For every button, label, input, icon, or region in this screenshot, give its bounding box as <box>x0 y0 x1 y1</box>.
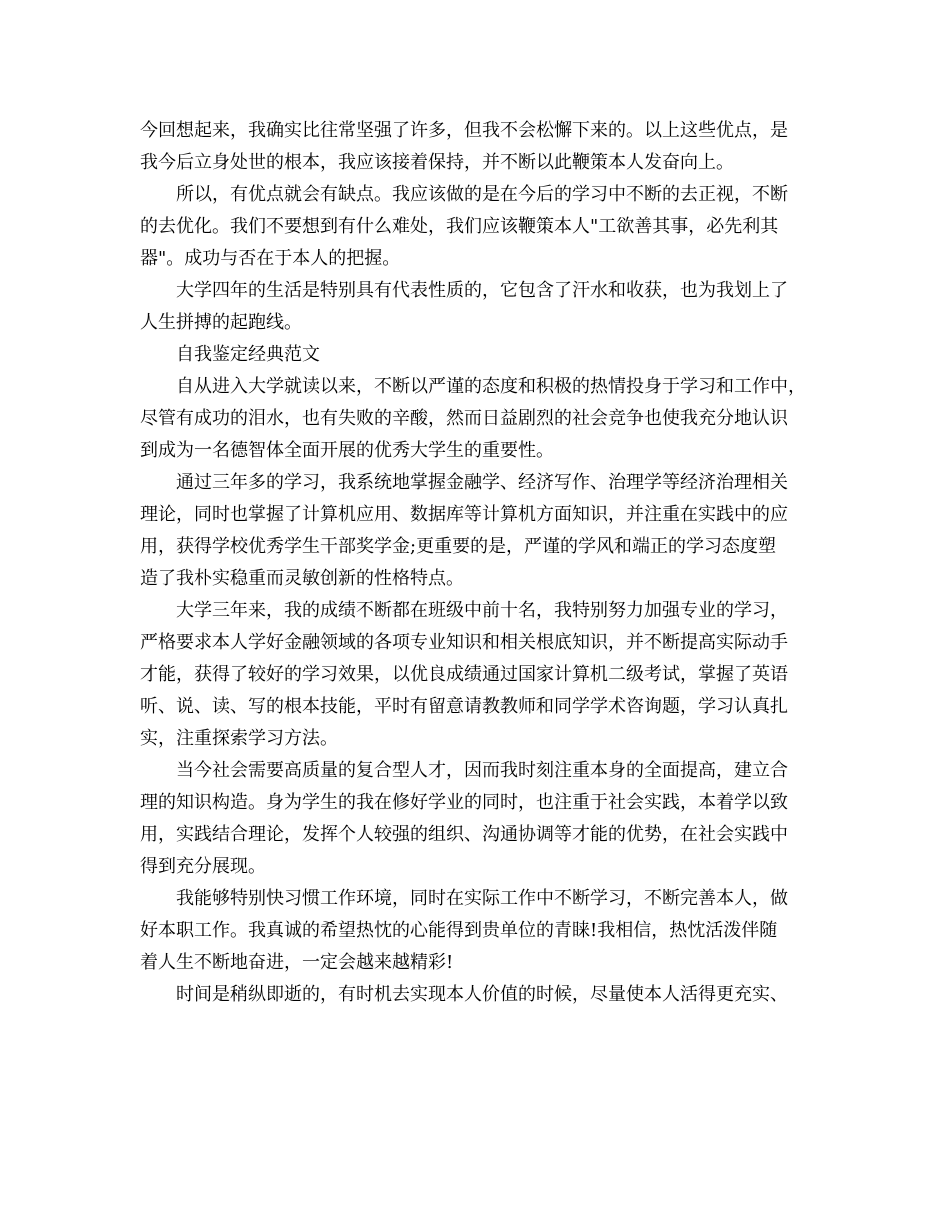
text-line: 用，获得学校优秀学生干部奖学金;更重要的是，严谨的学风和端正的学习态度塑 <box>140 536 777 557</box>
text-line: 自从进入大学就读以来，不断以严谨的态度和积极的热情投身于学习和工作中， <box>176 376 806 397</box>
text-line: 我今后立身处世的根本，我应该接着保持，并不断以此鞭策本人发奋向上。 <box>140 152 734 173</box>
text-line: 当今社会需要高质量的复合型人才，因而我时刻注重本身的全面提高，建立合 <box>176 760 788 781</box>
text-line: 人生拼搏的起跑线。 <box>140 312 302 333</box>
text-line: 大学四年的生活是特别具有代表性质的，它包含了汗水和收获，也为我划上了 <box>176 280 788 301</box>
text-line: 通过三年多的学习，我系统地掌握金融学、经济写作、治理学等经济治理相关 <box>176 472 788 493</box>
paragraph-6 <box>140 467 812 595</box>
text-line: 尽管有成功的泪水，也有失败的辛酸，然而日益剧烈的社会竞争也使我充分地认识 <box>140 408 788 429</box>
paragraph-1 <box>140 115 812 179</box>
text-line: 实，注重探索学习方法。 <box>140 728 338 749</box>
text-line: 到成为一名德智体全面开展的优秀大学生的重要性。 <box>140 440 554 461</box>
heading-text: 自我鉴定经典范文 <box>176 344 320 365</box>
text-line: 时间是稍纵即逝的，有时机去实现本人价值的时候，尽量使本人活得更充实、 <box>176 984 788 1005</box>
text-line: 用，实践结合理论，发挥个人较强的组织、沟通协调等才能的优势，在社会实践中 <box>140 824 788 845</box>
paragraph-9 <box>140 883 812 979</box>
text-line: 的去优化。我们不要想到有什么难处，我们应该鞭策本人"工欲善其事，必先利其 <box>140 216 779 237</box>
paragraph-8 <box>140 755 812 883</box>
text-line: 好本职工作。我真诚的希望热忱的心能得到贵单位的青睐!我相信，热忱活泼伴随 <box>140 920 778 941</box>
paragraph-2 <box>140 179 812 275</box>
section-heading <box>140 339 812 371</box>
text-line: 严格要求本人学好金融领域的各项专业知识和相关根底知识，并不断提高实际动手 <box>140 632 788 653</box>
text-line: 大学三年来，我的成绩不断都在班级中前十名，我特别努力加强专业的学习， <box>176 600 788 621</box>
paragraph-5 <box>140 371 812 467</box>
text-line: 我能够特别快习惯工作环境，同时在实际工作中不断学习，不断完善本人，做 <box>176 888 788 909</box>
text-line: 理论，同时也掌握了计算机应用、数据库等计算机方面知识，并注重在实践中的应 <box>140 504 788 525</box>
text-line: 造了我朴实稳重而灵敏创新的性格特点。 <box>140 568 464 589</box>
text-line: 得到充分展现。 <box>140 856 266 877</box>
text-line: 听、说、读、写的根本技能，平时有留意请教教师和同学学术咨询题，学习认真扎 <box>140 696 788 717</box>
paragraph-10 <box>140 979 812 1011</box>
text-line: 所以，有优点就会有缺点。我应该做的是在今后的学习中不断的去正视，不断 <box>176 184 788 205</box>
paragraph-7 <box>140 595 812 755</box>
text-line: 着人生不断地奋进，一定会越来越精彩! <box>140 952 454 973</box>
paragraph-3 <box>140 275 812 339</box>
text-line: 器"。成功与否在于本人的把握。 <box>140 248 401 269</box>
document-body <box>140 115 812 1011</box>
text-line: 理的知识构造。身为学生的我在修好学业的同时，也注重于社会实践，本着学以致 <box>140 792 788 813</box>
text-line: 今回想起来，我确实比往常坚强了许多，但我不会松懈下来的。以上这些优点，是 <box>140 120 788 141</box>
text-line: 才能，获得了较好的学习效果，以优良成绩通过国家计算机二级考试，掌握了英语 <box>140 664 788 685</box>
